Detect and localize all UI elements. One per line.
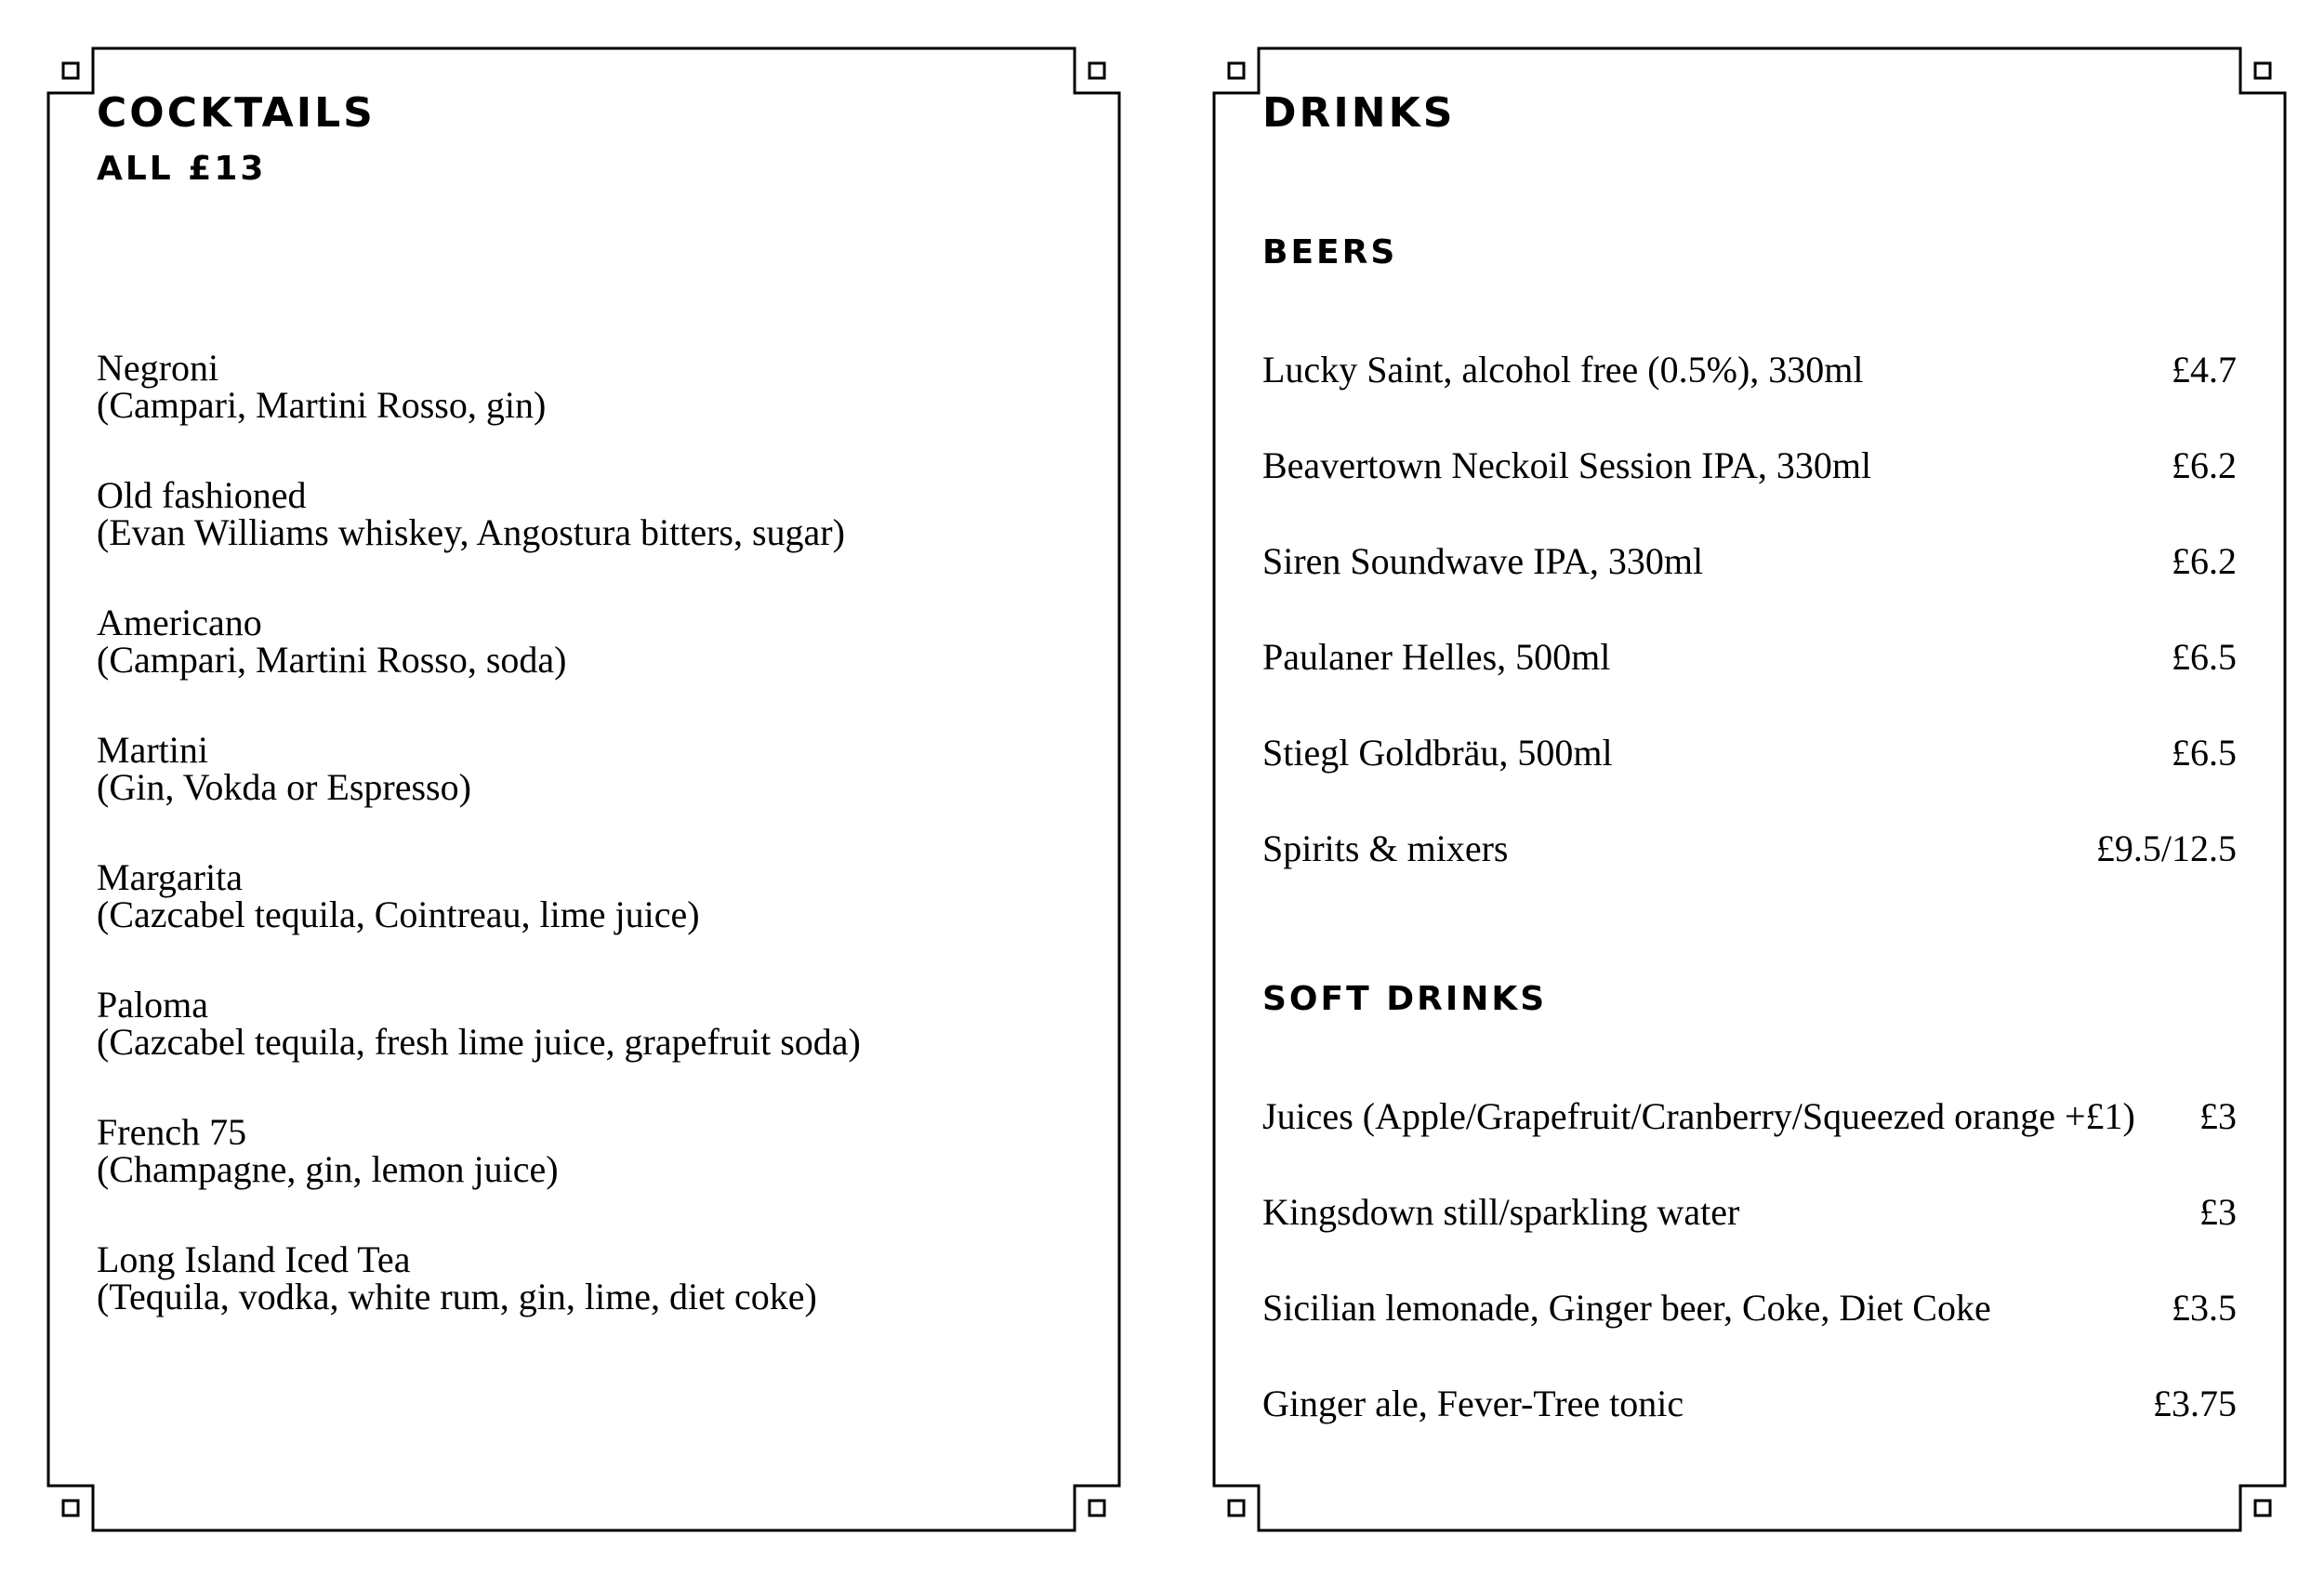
drink-name: Stiegl Goldbräu, 500ml [1262,732,1613,774]
drink-name: Ginger ale, Fever-Tree tonic [1262,1383,1684,1424]
cocktail-description: (Evan Williams whiskey, Angostura bitters, sugar) [97,511,845,553]
drink-price: £3.75 [2153,1383,2237,1424]
cocktail-name: Negroni [97,347,219,389]
soft-drink-row [1262,1287,2237,1329]
drink-name: Juices (Apple/Grapefruit/Cranberry/Squeezed orange +£1) [1262,1095,2135,1137]
cocktail-item [97,604,567,679]
beer-row [1262,827,2237,869]
cocktails-subtitle: ALL £13 [97,150,267,188]
cocktail-item [97,474,845,553]
drinks-title: DRINKS [1262,89,1456,137]
drink-price: £6.5 [2172,732,2237,774]
cocktail-name: French 75 [97,1111,247,1153]
cocktail-description: (Campari, Martini Rosso, gin) [97,384,547,426]
drink-name: Sicilian lemonade, Ginger beer, Coke, Diet Coke [1262,1287,1991,1329]
cocktail-name: Americano [97,602,262,643]
cocktail-name: Paloma [97,984,208,1026]
drink-price: £3.5 [2172,1287,2237,1329]
cocktail-description: (Campari, Martini Rosso, soda) [97,639,567,681]
drink-name: Siren Soundwave IPA, 330ml [1262,540,1704,582]
cocktail-description: (Tequila, vodka, white rum, gin, lime, diet coke) [97,1276,817,1317]
drink-price: £6.5 [2172,636,2237,678]
beer-row [1262,732,2237,774]
soft-drink-row [1262,1095,2237,1137]
beer-row [1262,540,2237,582]
beer-row [1262,351,2237,389]
soft-drink-row [1262,1385,2237,1423]
drink-price: £9.5/12.5 [2095,827,2237,869]
drink-name: Spirits & mixers [1262,827,1509,869]
drink-price: £6.2 [2172,540,2237,582]
beers-heading: BEERS [1262,233,1398,271]
cocktail-item [97,1111,559,1190]
cocktail-description: (Cazcabel tequila, Cointreau, lime juice) [97,893,700,935]
cocktail-item [97,347,547,426]
cocktail-item [97,729,471,808]
cocktail-item [97,856,700,935]
cocktail-description: (Cazcabel tequila, fresh lime juice, grapefruit soda) [97,1021,861,1063]
cocktail-name: Long Island Iced Tea [97,1238,411,1280]
cocktail-item [97,986,861,1061]
cocktail-name: Margarita [97,856,243,898]
drink-price: £3 [2199,1191,2237,1233]
cocktail-description: (Gin, Vokda or Espresso) [97,766,471,808]
drink-name: Paulaner Helles, 500ml [1262,636,1611,678]
drink-price: £3 [2199,1095,2237,1137]
cocktail-description: (Champagne, gin, lemon juice) [97,1148,559,1190]
soft-drink-row [1262,1191,2237,1233]
cocktail-name: Martini [97,729,208,771]
soft-drinks-heading: SOFT DRINKS [1262,980,1548,1018]
cocktail-item [97,1238,817,1317]
beer-row [1262,444,2237,486]
drink-name: Beavertown Neckoil Session IPA, 330ml [1262,444,1872,486]
drink-price: £6.2 [2172,444,2237,486]
cocktail-name: Old fashioned [97,474,307,516]
drink-name: Lucky Saint, alcohol free (0.5%), 330ml [1262,349,1864,390]
drink-price: £4.7 [2172,349,2237,390]
cocktails-title: COCKTAILS [97,89,376,137]
drink-name: Kingsdown still/sparkling water [1262,1191,1740,1233]
beer-row [1262,636,2237,678]
